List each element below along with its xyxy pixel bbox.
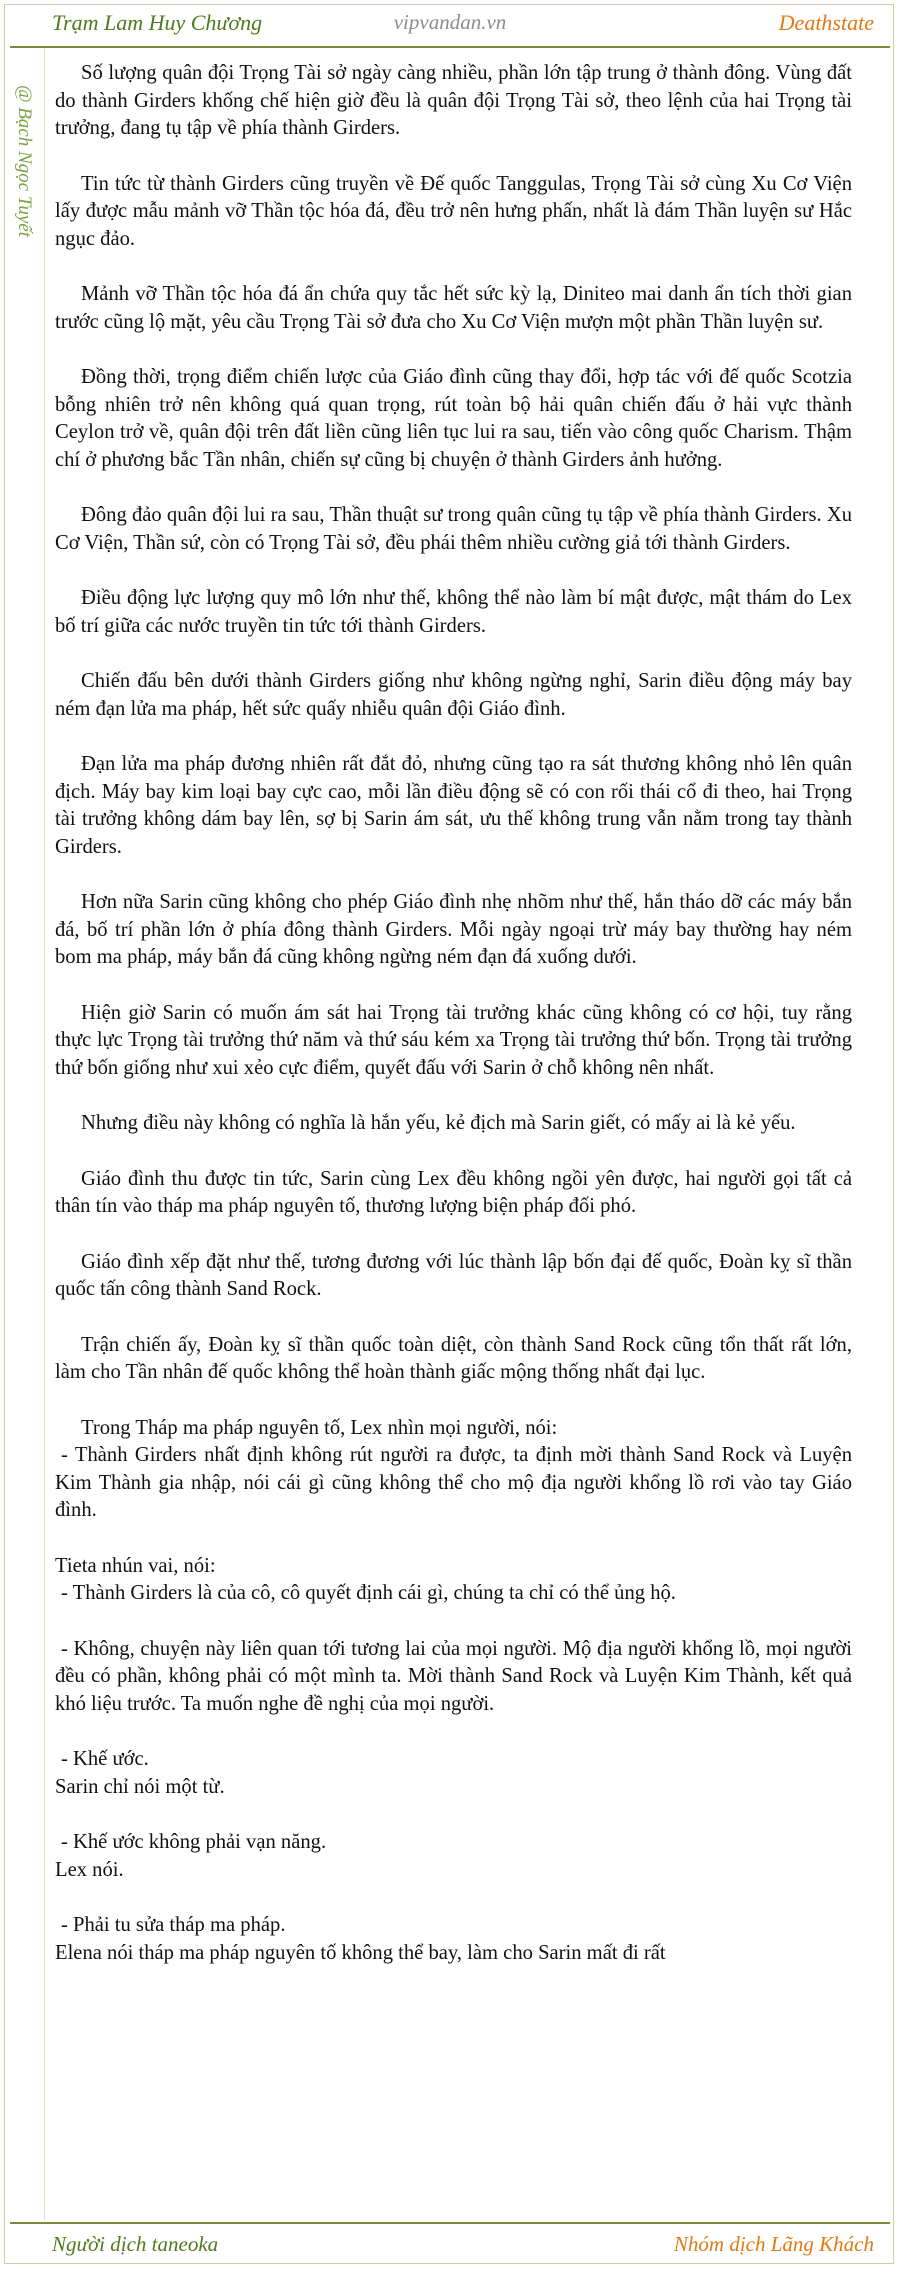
page-header [10, 0, 890, 48]
spacer [55, 1525, 852, 1553]
paragraph: Mảnh vỡ Thần tộc hóa đá ẩn chứa quy tắc hết sức kỳ lạ, Diniteo mai danh ẩn tích thời gian trước cũng lộ mặt, yêu cầu Trọng Tài sở đưa cho Xu Cơ Viện mượn một phần Thần luyện sư. [55, 283, 852, 333]
page-footer [10, 2222, 890, 2268]
side-credit-text: @ Bạch Ngọc Tuyết [14, 84, 35, 238]
paragraph: Tin tức từ thành Girders cũng truyền về Đế quốc Tanggulas, Trọng Tài sở cùng Xu Cơ Viện lấy được mẫu mảnh vỡ Thần tộc hóa đá, đều trở nên hưng phấn, nhất là đám Thần luyện sư Hắc ngục đảo. [55, 172, 852, 250]
paragraph: Chiến đấu bên dưới thành Girders giống như không ngừng nghỉ, Sarin điều động máy bay ném đạn lửa ma pháp, hết sức quấy nhiễu quân đội Giáo đình. [55, 670, 852, 720]
paragraph: Điều động lực lượng quy mô lớn như thế, không thể nào làm bí mật được, mật thám do Lex bố trí giữa các nước truyền tin tức tới thành Girders. [55, 587, 852, 637]
spacer [55, 1801, 852, 1829]
dialogue-line: - Phải tu sửa tháp ma pháp. [61, 1914, 286, 1936]
paragraph: Nhưng điều này không có nghĩa là hắn yếu, kẻ địch mà Sarin giết, có mấy ai là kẻ yếu. [81, 1112, 796, 1134]
spacer [55, 1884, 852, 1912]
dialogue-line: - Thành Girders nhất định không rút người ra được, ta định mời thành Sand Rock và Luyện Kim Thành gia nhập, nói cái gì cũng không thể cho mộ địa người khổng lồ rơi vào tay Giáo đình. [55, 1444, 852, 1521]
header-book-title: Deathstate [778, 10, 874, 35]
dialogue-line: - Khế ước. [61, 1748, 149, 1770]
footer-translator: Người dịch taneoka [52, 2232, 219, 2256]
footer-group: Nhóm dịch Lãng Khách [673, 2232, 874, 2256]
dialogue-line: - Thành Girders là của cô, cô quyết định cái gì, chúng ta chỉ có thể ủng hộ. [61, 1582, 676, 1604]
paragraph: Giáo đình thu được tin tức, Sarin cùng Lex đều không ngồi yên được, hai người gọi tất cả thân tín vào tháp ma pháp nguyên tố, thương lượng biện pháp đối phó. [55, 1167, 852, 1217]
spacer [55, 1718, 852, 1746]
paragraph: Đạn lửa ma pháp đương nhiên rất đắt đỏ, nhưng cũng tạo ra sát thương không nhỏ lên quân địch. Máy bay kim loại bay cực cao, mỗi lần điều động sẽ có con rối thái cổ đi theo, hai Trọng tài trưởng không dám bay lên, sợ bị Sarin ám sát, ưu thế không trung vẫn nằm trong tay thành Girders. [55, 753, 852, 858]
header-site: vipvandan.vn [393, 10, 507, 34]
side-credit [12, 50, 36, 270]
dialogue-line: Tieta nhún vai, nói: [55, 1554, 216, 1577]
side-rule [44, 48, 45, 2220]
dialogue-line: Elena nói tháp ma pháp nguyên tố không thể bay, làm cho Sarin mất đi rất [55, 1941, 666, 1964]
dialogue-line: Lex nói. [55, 1858, 124, 1881]
page-content [55, 60, 852, 1967]
paragraph: Hơn nữa Sarin cũng không cho phép Giáo đình nhẹ nhõm như thế, hắn tháo dỡ các máy bắn đá, bố trí phần lớn ở phía đông thành Girders. Mỗi ngày ngoại trừ máy bay thường hay ném bom ma pháp, máy bắn đá cũng không ngừng ném đạn đá xuống dưới. [55, 891, 852, 968]
dialogue-line: - Không, chuyện này liên quan tới tương lai của mọi người. Mộ địa người khổng lồ, mọi người đều có phần, không phải có một mình ta. Mời thành Sand Rock và Luyện Kim Thành, kết quả khó liệu trước. Ta muốn nghe đề nghị của mọi người. [55, 1637, 852, 1715]
paragraph: Trận chiến ấy, Đoàn kỵ sĩ thần quốc toàn diệt, còn thành Sand Rock cũng tổn thất rất lớn, làm cho Tần nhân đế quốc không thể hoàn thành giấc mộng thống nhất đại lục. [55, 1333, 852, 1383]
paragraph: Hiện giờ Sarin có muốn ám sát hai Trọng tài trưởng khác cũng không có cơ hội, tuy rằng thực lực Trọng tài trưởng thứ năm và thứ sáu kém xa Trọng tài trưởng thứ bốn. Trọng tài trưởng thứ bốn giống như xui xẻo cực điểm, quyết đấu với Sarin ở chỗ không nên nhất. [55, 1001, 852, 1079]
paragraph: Số lượng quân đội Trọng Tài sở ngày càng nhiều, phần lớn tập trung ở thành đông. Vùng đất do thành Girders khống chế hiện giờ đều là quân đội Trọng Tài sở, theo lệnh của hai Trọng tài trưởng, đang tụ tập về phía thành Girders. [55, 62, 852, 139]
dialogue-line: Sarin chỉ nói một từ. [55, 1775, 225, 1798]
paragraph: Đồng thời, trọng điểm chiến lược của Giáo đình cũng thay đổi, hợp tác với đế quốc Scotzia bỗng nhiên trở nên không quá quan trọng, rút toàn bộ hải quân chiến đấu ở hải vực thành Ceylon trở về, quân đội trên đất liền cũng liên tục lui ra sau, tiến vào công quốc Charism. Thậm chí ở phương bắc Tần nhân, chiến sự cũng bị chuyện ở thành Girders ảnh hưởng. [55, 366, 852, 471]
dialogue-line: - Khế ước không phải vạn năng. [61, 1831, 327, 1853]
paragraph: Giáo đình xếp đặt như thế, tương đương với lúc thành lập bốn đại đế quốc, Đoàn kỵ sĩ thần quốc tấn công thành Sand Rock. [55, 1250, 852, 1300]
dialogue-line: Trong Tháp ma pháp nguyên tố, Lex nhìn mọi người, nói: [81, 1416, 558, 1439]
spacer [55, 1608, 852, 1636]
paragraph: Đông đảo quân đội lui ra sau, Thần thuật sư trong quân cũng tụ tập về phía thành Girders. Xu Cơ Viện, Thần sứ, còn có Trọng Tài sở, đều phái thêm nhiều cường giả tới thành Girders. [55, 504, 852, 554]
header-left-credit: Trạm Lam Huy Chương [52, 10, 263, 35]
